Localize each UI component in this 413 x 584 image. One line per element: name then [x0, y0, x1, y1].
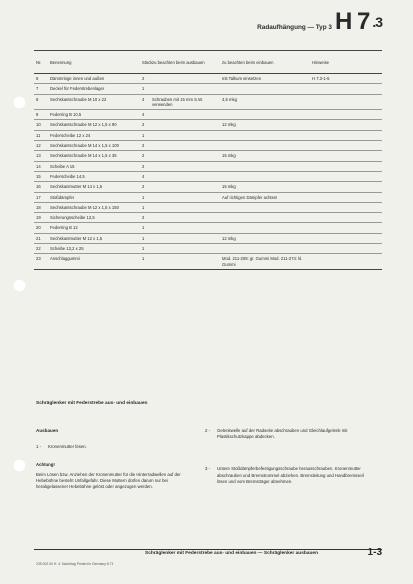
table-cell — [150, 84, 220, 94]
table-cell — [310, 182, 382, 192]
table-cell — [150, 254, 220, 270]
table-cell — [310, 161, 382, 171]
table-cell — [310, 192, 382, 202]
table-cell — [150, 223, 220, 233]
table-cell: 8 — [34, 94, 48, 110]
table-cell — [150, 192, 220, 202]
table-cell — [310, 171, 382, 181]
table-cell — [150, 171, 220, 181]
table-cell — [150, 161, 220, 171]
section-title: Schräglenker mit Federstrebe aus- und einbauen — [36, 401, 148, 406]
table-cell: 15 — [34, 171, 48, 181]
punch-hole — [13, 96, 26, 109]
table-cell: 22 — [34, 244, 48, 254]
table-row — [34, 94, 382, 110]
table-row — [34, 120, 382, 130]
table-cell — [310, 84, 382, 94]
table-cell: 2 — [140, 141, 150, 151]
table-cell: Stoßdämpfer — [48, 192, 140, 202]
table-cell: 4 — [140, 110, 150, 120]
header-code: H 7 $^{.3}$ — [334, 8, 382, 35]
table-row — [34, 182, 382, 192]
table-cell — [310, 151, 382, 161]
table-cell: 1 — [140, 254, 150, 270]
table-cell: 19 — [34, 213, 48, 223]
table-cell: 1 — [140, 130, 150, 140]
table-cell: 21 — [34, 233, 48, 243]
table-cell: 1 — [140, 233, 150, 243]
table-cell: 4 — [140, 171, 150, 181]
table-cell — [310, 213, 382, 223]
table-cell: Auf richtigen Dämpfer achten! — [220, 192, 310, 202]
table-row — [34, 192, 382, 202]
table-cell: Sechskantschraube M 14 x 1,5 x 35 — [48, 151, 140, 161]
punch-hole — [13, 459, 26, 472]
table-cell — [150, 213, 220, 223]
table-cell: Sechskantschraube M 12 x 1,5 x 150 — [48, 202, 140, 212]
table-row — [34, 202, 382, 212]
table-cell: 13 — [34, 151, 48, 161]
page-number: 1-3 — [367, 547, 382, 558]
table-cell: 7 — [34, 84, 48, 94]
table-cell — [220, 202, 310, 212]
parts-table — [34, 50, 382, 270]
table-cell: 18 — [34, 202, 48, 212]
table-row — [34, 84, 382, 94]
warning-title: Achtung! — [36, 462, 55, 468]
table-cell — [310, 244, 382, 254]
table-cell: Sechskantmutter M 12 x 1,5 — [48, 233, 140, 243]
table-cell: Sechskantschraube M 10 x 22 — [48, 94, 140, 110]
subsection-title: Ausbauen — [36, 428, 59, 433]
warning-text: Beim Lösen bzw. Anziehen der Kronenmutter für die Hinterradwellen auf der Hebebühne besteht Unfallgefahr. Diese Muttern dürfen darum nur bei herabgelassener Hebebühne gelöst oder angezogen werden. — [36, 471, 181, 490]
table-cell: Sechskantschraube M 12 x 1,5 x 90 — [48, 120, 140, 130]
table-cell: 2 — [140, 213, 150, 223]
table-cell: mit Talkum einsetzen — [220, 74, 310, 84]
table-row — [34, 254, 382, 270]
table-cell: Federscheibe 12 x 24 — [48, 130, 140, 140]
print-info: 239.002.00 H. 4. Nachtrag Printed in Germany 8.71 — [36, 562, 114, 566]
table-cell: 1 — [140, 84, 150, 94]
table-cell: 2 — [140, 74, 150, 84]
table-cell: 1 — [140, 202, 150, 212]
table-cell: Sechskantschraube M 14 x 1,5 x 100 — [48, 141, 140, 151]
table-row — [34, 110, 382, 120]
left-column — [36, 428, 186, 490]
table-row — [34, 233, 382, 243]
table-cell — [220, 223, 310, 233]
table-row — [34, 223, 382, 233]
table-cell — [150, 244, 220, 254]
table-cell: 15 mkg — [220, 182, 310, 192]
table-cell: 14 — [34, 161, 48, 171]
table-cell: 11 — [34, 130, 48, 140]
table-cell: Sicherungsscheibe 12,5 — [48, 213, 140, 223]
table-cell: 12 mkg — [220, 120, 310, 130]
step-1: 1 - Kronenmutter lösen. — [36, 444, 87, 450]
table-cell — [220, 213, 310, 223]
table-cell: Schrauben mit 15 mm S.W. verwenden — [150, 94, 220, 110]
table-cell: Sechskantmutter M 14 x 1,5 — [48, 182, 140, 192]
table-cell: 12 mkg — [220, 233, 310, 243]
table-cell — [310, 141, 382, 151]
table-row — [34, 151, 382, 161]
table-cell: Anschlaggummi — [48, 254, 140, 270]
table-cell — [310, 254, 382, 270]
table-cell — [310, 110, 382, 120]
table-cell: Federring B 12 — [48, 223, 140, 233]
table-cell: Federscheibe 14,5 — [48, 171, 140, 181]
table-cell — [150, 151, 220, 161]
table-cell — [310, 94, 382, 110]
table-row — [34, 244, 382, 254]
header-title: Radaufhängung — Typ 3 — [257, 24, 332, 31]
table-cell — [220, 171, 310, 181]
table-cell — [150, 233, 220, 243]
table-cell — [220, 130, 310, 140]
footer-divider — [34, 549, 382, 550]
table-cell — [220, 244, 310, 254]
table-cell: 15 mkg — [220, 151, 310, 161]
table-cell — [310, 202, 382, 212]
table-cell: Dämmringe innen und außen — [48, 74, 140, 84]
table-cell: Federring B 10,5 — [48, 110, 140, 120]
table-row — [34, 161, 382, 171]
table-cell — [220, 141, 310, 151]
table-cell: H 7.3-1-5 — [310, 74, 382, 84]
table-cell — [310, 120, 382, 130]
table-cell: 20 — [34, 223, 48, 233]
table-cell — [150, 182, 220, 192]
table-cell — [220, 161, 310, 171]
col-header: zu beachten beim einbauen — [220, 51, 310, 74]
table-cell — [310, 223, 382, 233]
table-cell: 1 — [140, 244, 150, 254]
punch-hole — [13, 279, 26, 292]
table-cell: Scheibe 13,2 x 25 — [48, 244, 140, 254]
table-row — [34, 130, 382, 140]
table-cell: Scheibe A 15 — [48, 161, 140, 171]
table-cell: 10 — [34, 120, 48, 130]
table-cell: 2 — [140, 120, 150, 130]
table-cell: 17 — [34, 192, 48, 202]
table-cell: 4,5 mkg — [220, 94, 310, 110]
footer-title: Schräglenker mit Federstrebe aus- und einbauen — Schräglenker ausbauen — [145, 551, 319, 556]
table-cell: 4 — [140, 94, 150, 110]
table-cell — [220, 84, 310, 94]
col-header: Stück — [140, 51, 150, 74]
table-cell: 2 — [140, 151, 150, 161]
table-cell — [310, 233, 382, 243]
table-row — [34, 141, 382, 151]
table-cell: 2 — [140, 182, 150, 192]
table-cell — [150, 202, 220, 212]
col-header: Hinweise — [310, 51, 382, 74]
col-header: Nr. — [34, 51, 48, 74]
table-cell: 2 — [140, 161, 150, 171]
table-cell — [310, 130, 382, 140]
table-cell — [150, 130, 220, 140]
table-cell: 12 — [34, 141, 48, 151]
table-cell: Deckel für Federstrebenlager — [48, 84, 140, 94]
table-cell: Mod. 211-208: gr. Gummi Mod. 211-274: kl. Gummi — [220, 254, 310, 270]
table-row — [34, 213, 382, 223]
table-row — [34, 74, 382, 84]
table-header-row — [34, 51, 382, 74]
col-header: zu beachten beim ausbauen — [150, 51, 220, 74]
step-3: 3 - Untere Stoßdämpferbefestigungsschraube herausschrauben. Kronenmutter abschrauben und Bremstrommel abziehen. Bremsleitung und Handbremsseil lösen und vom Bremsträger abnehmen. — [205, 466, 364, 484]
table-cell: 16 — [34, 182, 48, 192]
table-cell: 23 — [34, 254, 48, 270]
table-cell: 6 — [34, 74, 48, 84]
table-row — [34, 171, 382, 181]
table-cell: 9 — [34, 110, 48, 120]
table-cell: 1 — [140, 223, 150, 233]
table-cell — [150, 141, 220, 151]
table-cell — [150, 74, 220, 84]
table-cell — [220, 110, 310, 120]
step-2: 2 - Gelenkwelle auf der Radseite abschrauben und Gleichlaufgelenk mit Plastikschutzkappe abdecken. — [205, 428, 348, 440]
right-column — [205, 428, 370, 497]
table-cell: 1 — [140, 192, 150, 202]
page-header — [257, 10, 382, 34]
col-header: Benennung — [48, 51, 140, 74]
table-cell — [150, 120, 220, 130]
table-cell — [150, 110, 220, 120]
